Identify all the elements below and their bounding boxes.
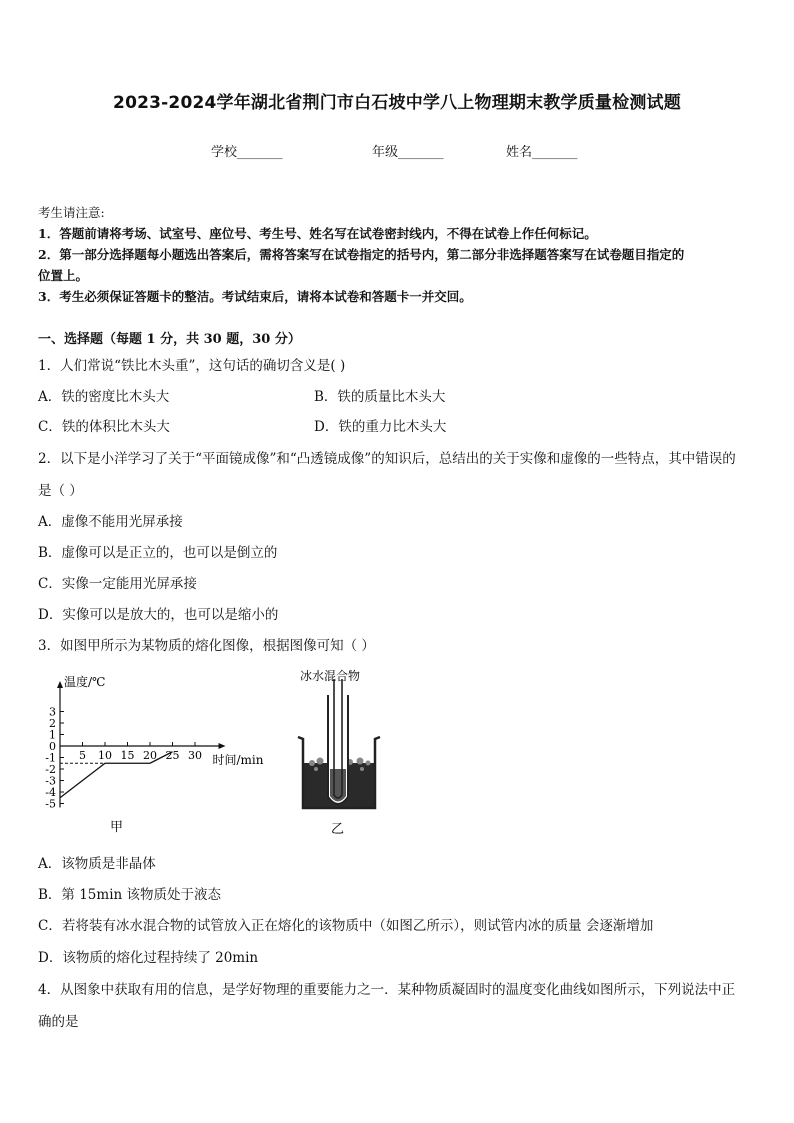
x-axis-arrow-icon [219,743,226,749]
q3-option-b[interactable]: B．第 15min 该物质处于液态 [38,887,221,903]
q2-option-c[interactable]: C．实像一定能用光屏承接 [38,576,197,592]
y-tick-label: -4 [45,786,56,799]
notice-item-3: 3．考生必须保证答题卡的整洁。考试结束后，请将本试卷和答题卡一并交回。 [38,289,472,304]
y-tick-label: -1 [45,751,56,765]
x-tick-label: 30 [188,749,202,762]
y-axis-arrow-icon [57,681,63,688]
notice-heading: 考生请注意: [38,205,105,220]
x-tick-label: 20 [143,749,157,762]
q3-option-d[interactable]: D．该物质的熔化过程持续了 20min [38,950,259,966]
figure-caption-yi: 乙 [331,822,345,837]
notice-item-2: 2．第一部分选择题每小题选出答案后，需将答案写在试卷指定的括号内，第二部分非选择题答案写在试卷题目指定的 [38,247,685,262]
ice-water-mixture-label: 冰水混合物 [300,669,361,683]
y-tick-label: 1 [49,728,56,742]
test-tube-contents [330,769,346,802]
q1-stem: 1．人们常说“铁比木头重”，这句话的确切含义是( ) [38,358,346,374]
x-tick-label: 5 [79,749,86,762]
q4-stem-line2: 确的是 [38,1014,79,1030]
y-tick-label: -5 [45,797,56,811]
q2-option-d[interactable]: D．实像可以是放大的，也可以是缩小的 [38,607,279,623]
q2-option-a[interactable]: A．虚像不能用光屏承接 [38,514,183,530]
q3-stem: 3．如图甲所示为某物质的熔化图像，根据图像可知（ ） [38,638,375,654]
q2-option-b[interactable]: B．虚像可以是正立的，也可以是倒立的 [38,545,278,561]
y-tick-label: -3 [45,774,56,788]
y-tick-label: 0 [49,740,56,753]
grade-field[interactable]: 年级_______ [372,145,444,160]
page-title: 2023-2024学年湖北省荆门市白石坡中学八上物理期末教学质量检测试题 [113,93,681,113]
y-tick-label: 2 [49,717,56,730]
q2-stem-line2: 是（ ） [38,483,83,499]
name-field[interactable]: 姓名_______ [506,145,578,160]
q1-option-a[interactable]: A．铁的密度比木头大 [38,389,170,405]
y-axis-label: 温度/℃ [64,675,106,689]
x-axis-label: 时间/min [212,753,264,767]
q2-stem-line1: 2．以下是小洋学习了关于“平面镜成像”和“凸透镜成像”的知识后，总结出的关于实像和虚像的一些特点，其中错误的 [38,451,736,467]
x-tick-label: 10 [98,749,112,762]
q3-option-a[interactable]: A．该物质是非晶体 [38,856,156,872]
figure-caption-jia: 甲 [110,820,124,835]
school-field[interactable]: 学校_______ [211,145,283,160]
q1-option-b[interactable]: B．铁的质量比木头大 [314,389,446,405]
section-heading: 一、选择题（每题 1 分，共 30 题，30 分） [38,332,301,347]
x-tick-label: 15 [120,749,135,762]
beaker-diagram [290,665,390,840]
melting-graph [30,668,270,840]
notice-item-1: 1．答题前请将考场、试室号、座位号、考生号、姓名写在试卷密封线内，不得在试卷上作任何标记。 [38,226,597,241]
q4-stem-line1: 4．从图象中获取有用的信息，是学好物理的重要能力之一．某种物质凝固时的温度变化曲线如图所示，下列说法中正 [38,982,736,998]
y-tick-label: 3 [49,705,56,719]
notice-item-2-cont: 位置上。 [38,268,89,283]
q1-option-d[interactable]: D．铁的重力比木头大 [314,419,447,435]
y-tick-label: -2 [45,763,56,776]
q3-option-c[interactable]: C．若将装有冰水混合物的试管放入正在熔化的该物质中（如图乙所示），则试管内冰的质量 会逐渐增加 [38,918,654,934]
chart-axes-group [45,681,225,811]
x-tick-label: 25 [165,749,180,762]
q1-option-c[interactable]: C．铁的体积比木头大 [38,419,170,435]
